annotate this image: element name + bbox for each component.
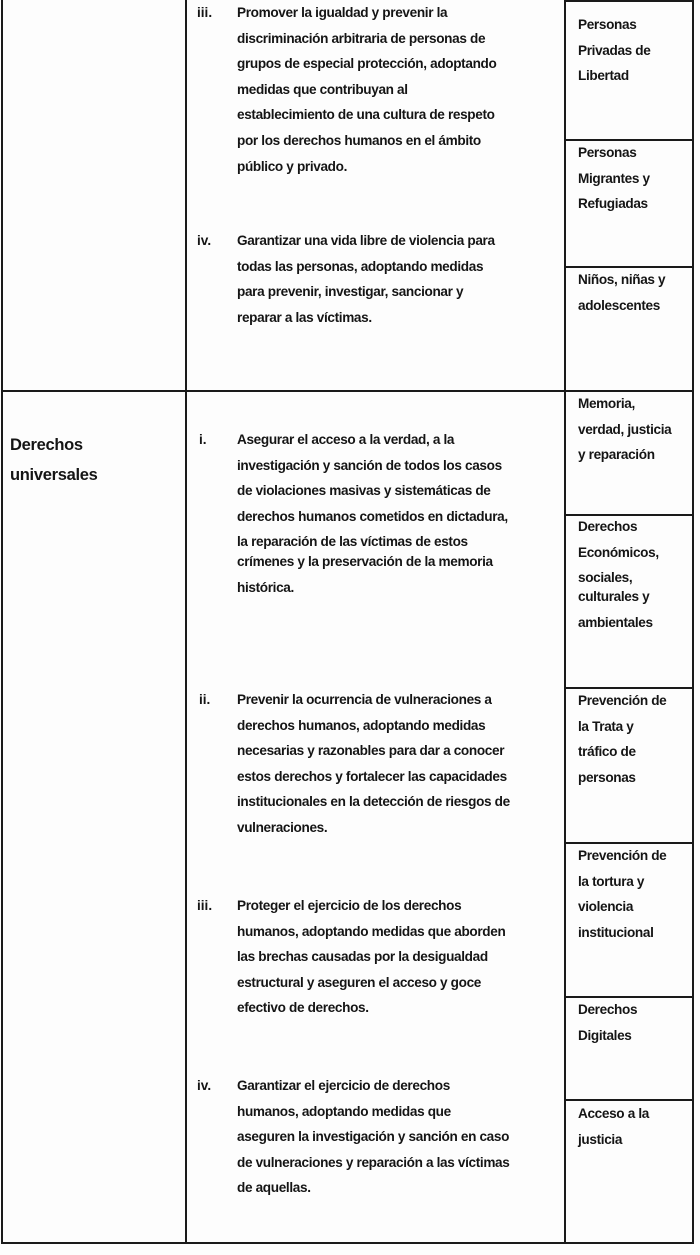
objective-text: Prevenir la ocurrencia de vulneraciones a derechos humanos, adoptando medidas necesarias y razonables para dar a conocer estos derechos y fortalecer las capacidades institucionales en la detección de riesgos de vulneraciones. [237, 692, 510, 835]
table-border-left [1, 0, 3, 1244]
item-numeral: iv. [197, 1078, 212, 1093]
area-cell: Niños, niñas y adolescentes [578, 272, 666, 313]
item-numeral: ii. [199, 692, 211, 707]
item-numeral: i. [199, 432, 207, 447]
area-cell: Personas Migrantes y Refugiadas [578, 145, 650, 212]
item-numeral: iv. [197, 233, 212, 248]
objective-text: Asegurar el acceso a la verdad, a la investigación y sanción de todos los casos de violaciones masivas y sistemáticas de derechos humanos cometidos en dictadura, la reparación de las víctimas de estos crímenes y la preservación de la memoria histórica. [237, 432, 508, 595]
column-divider-1 [185, 0, 187, 1244]
area-cell: Prevención de la Trata y tráfico de personas [578, 693, 667, 785]
area-cell: Derechos Económicos, sociales, culturales y ambientales [578, 519, 659, 630]
category-label: Derechos universales [10, 436, 98, 484]
area-cell: Memoria, verdad, justicia y reparación [578, 396, 672, 463]
area-cell: Acceso a la justicia [578, 1106, 649, 1147]
item-numeral: iii. [197, 898, 213, 913]
item-numeral: iii. [197, 5, 213, 20]
column-divider-2 [564, 0, 566, 1244]
area-cell: Prevención de la tortura y violencia institucional [578, 848, 667, 940]
objective-text: Garantizar el ejercicio de derechos humanos, adoptando medidas que aseguren la investigación y sanción en caso de vulneraciones y reparación a las víctimas de aquellas. [237, 1078, 510, 1196]
objective-text: Proteger el ejercicio de los derechos humanos, adoptando medidas que aborden las brechas causadas por la desigualdad estructural y aseguren el acceso y goce efectivo de derechos. [237, 898, 506, 1016]
table-border-right [692, 0, 694, 1244]
objective-text: Garantizar una vida libre de violencia para todas las personas, adoptando medidas para prevenir, investigar, sancionar y reparar a las víctimas. [237, 233, 495, 325]
right-cell-top-border [564, 0, 694, 2]
area-cell: Personas Privadas de Libertad [578, 17, 651, 84]
area-cell: Derechos Digitales [578, 1002, 638, 1043]
table-border-bottom [1, 1242, 694, 1244]
objective-text: Promover la igualdad y prevenir la discriminación arbitraria de personas de grupos de especial protección, adoptando medidas que contribuyan al establecimiento de una cultura de respeto por los derechos humanos en el ámbito público y privado. [237, 5, 497, 174]
